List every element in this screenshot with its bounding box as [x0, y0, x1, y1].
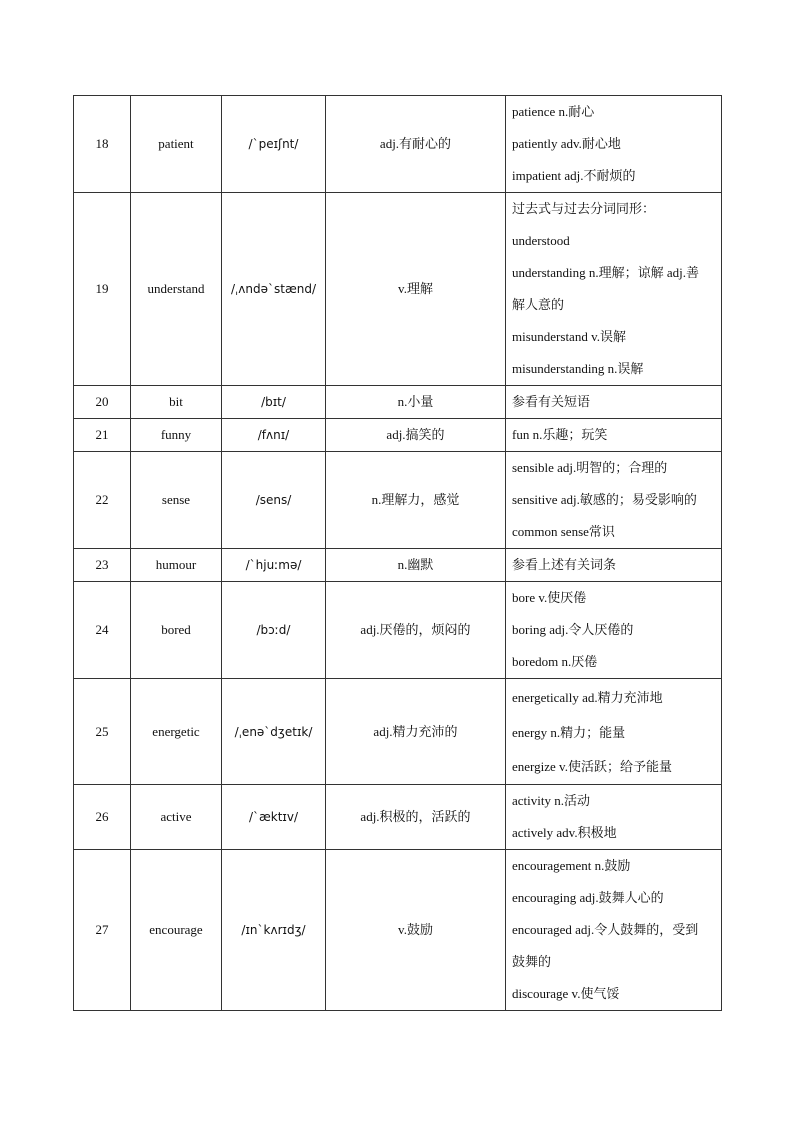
related-word-line: discourage v.使气馁 [512, 986, 620, 1001]
related-word-line: misunderstand v.误解 [512, 329, 626, 344]
phonetic-text: /bɔːd/ [256, 623, 291, 637]
table-row [74, 419, 722, 452]
phonetic-text: /ɪnˋkʌrɪdʒ/ [241, 923, 306, 937]
entry-word: energetic [131, 679, 222, 785]
related-word-line: 参看有关短语 [512, 394, 591, 409]
entry-word: sense [131, 452, 222, 549]
phonetic-text: /fʌnɪ/ [257, 428, 290, 442]
entry-phonetic [222, 582, 326, 679]
entry-word: bored [131, 582, 222, 679]
table-row [74, 386, 722, 419]
entry-phonetic [222, 452, 326, 549]
table-row [74, 193, 722, 386]
entry-meaning: adj.有耐心的 [326, 96, 506, 193]
entry-number: 26 [74, 785, 131, 850]
entry-number: 23 [74, 549, 131, 582]
entry-meaning: n.幽默 [326, 549, 506, 582]
table-row [74, 679, 722, 785]
entry-word: bit [131, 386, 222, 419]
entry-related-words [506, 549, 722, 582]
phonetic-text: /bɪt/ [261, 395, 286, 409]
entry-related-words [506, 679, 722, 785]
entry-phonetic [222, 679, 326, 785]
phonetic-text: /ˌenəˋdʒetɪk/ [234, 724, 313, 739]
entry-related-words [506, 193, 722, 386]
related-word-line: sensitive adj.敏感的；易受影响的 [512, 492, 697, 507]
entry-word: encourage [131, 850, 222, 1011]
related-word-line: activity n.活动 [512, 793, 590, 808]
entry-number: 25 [74, 679, 131, 785]
table-row [74, 549, 722, 582]
entry-related-words [506, 850, 722, 1011]
entry-related-words [506, 582, 722, 679]
related-word-line: energy n.精力；能量 [512, 724, 626, 740]
entry-word: funny [131, 419, 222, 452]
phonetic-text: /sens/ [255, 493, 292, 507]
entry-number: 27 [74, 850, 131, 1011]
entry-word: active [131, 785, 222, 850]
related-word-line: boring adj.令人厌倦的 [512, 622, 634, 637]
entry-meaning: v.理解 [326, 193, 506, 386]
table-row [74, 96, 722, 193]
entry-meaning: adj.搞笑的 [326, 419, 506, 452]
phonetic-text: /ˋpeɪʃnt/ [248, 137, 299, 151]
entry-number: 18 [74, 96, 131, 193]
entry-number: 22 [74, 452, 131, 549]
related-word-line: encouragement n.鼓励 [512, 858, 631, 873]
entry-related-words [506, 96, 722, 193]
related-word-line: understood [512, 233, 570, 248]
entry-phonetic [222, 96, 326, 193]
entry-related-words [506, 419, 722, 452]
entry-meaning: adj.厌倦的，烦闷的 [326, 582, 506, 679]
entry-related-words [506, 452, 722, 549]
related-word-line: common sense常识 [512, 524, 615, 539]
vocabulary-table-body [74, 96, 722, 1011]
table-row [74, 850, 722, 1011]
related-word-line: patiently adv.耐心地 [512, 136, 621, 151]
entry-phonetic [222, 549, 326, 582]
related-word-line: actively adv.积极地 [512, 825, 617, 840]
related-word-line: impatient adj.不耐烦的 [512, 168, 636, 183]
related-word-line: understanding n.理解；谅解 adj.善 [512, 265, 700, 280]
entry-meaning: v.鼓励 [326, 850, 506, 1011]
related-word-line: misunderstanding n.误解 [512, 361, 644, 376]
entry-number: 24 [74, 582, 131, 679]
entry-phonetic [222, 386, 326, 419]
entry-word: understand [131, 193, 222, 386]
related-word-line: fun n.乐趣；玩笑 [512, 427, 608, 442]
entry-phonetic [222, 419, 326, 452]
entry-phonetic [222, 785, 326, 850]
related-word-line: 鼓舞的 [512, 954, 552, 969]
related-word-line: encouraging adj.鼓舞人心的 [512, 890, 664, 905]
entry-phonetic [222, 850, 326, 1011]
entry-meaning: n.小量 [326, 386, 506, 419]
table-row [74, 785, 722, 850]
entry-word: humour [131, 549, 222, 582]
related-word-line: energetically ad.精力充沛地 [512, 689, 663, 705]
entry-word: patient [131, 96, 222, 193]
table-row [74, 582, 722, 679]
entry-meaning: n.理解力，感觉 [326, 452, 506, 549]
entry-number: 20 [74, 386, 131, 419]
related-word-line: bore v.使厌倦 [512, 590, 587, 605]
entry-related-words [506, 785, 722, 850]
entry-number: 19 [74, 193, 131, 386]
vocabulary-table [73, 95, 722, 1011]
entry-phonetic [222, 193, 326, 386]
entry-number: 21 [74, 419, 131, 452]
phonetic-text: /ˋæktɪv/ [248, 810, 299, 824]
related-word-line: patience n.耐心 [512, 104, 595, 119]
entry-related-words [506, 386, 722, 419]
entry-meaning: adj.积极的，活跃的 [326, 785, 506, 850]
related-word-line: 参看上述有关词条 [512, 557, 617, 572]
related-word-line: boredom n.厌倦 [512, 654, 598, 669]
table-row [74, 452, 722, 549]
related-word-line: 解人意的 [512, 297, 565, 312]
related-word-line: 过去式与过去分词同形： [512, 201, 656, 216]
phonetic-text: /ˋhjuːmə/ [245, 558, 302, 572]
related-word-line: sensible adj.明智的；合理的 [512, 460, 668, 475]
phonetic-text: /ˌʌndəˋstænd/ [230, 282, 317, 296]
related-word-line: encouraged adj.令人鼓舞的，受到 [512, 922, 699, 937]
entry-meaning: adj.精力充沛的 [326, 679, 506, 785]
related-word-line: energize v.使活跃；给予能量 [512, 758, 672, 774]
